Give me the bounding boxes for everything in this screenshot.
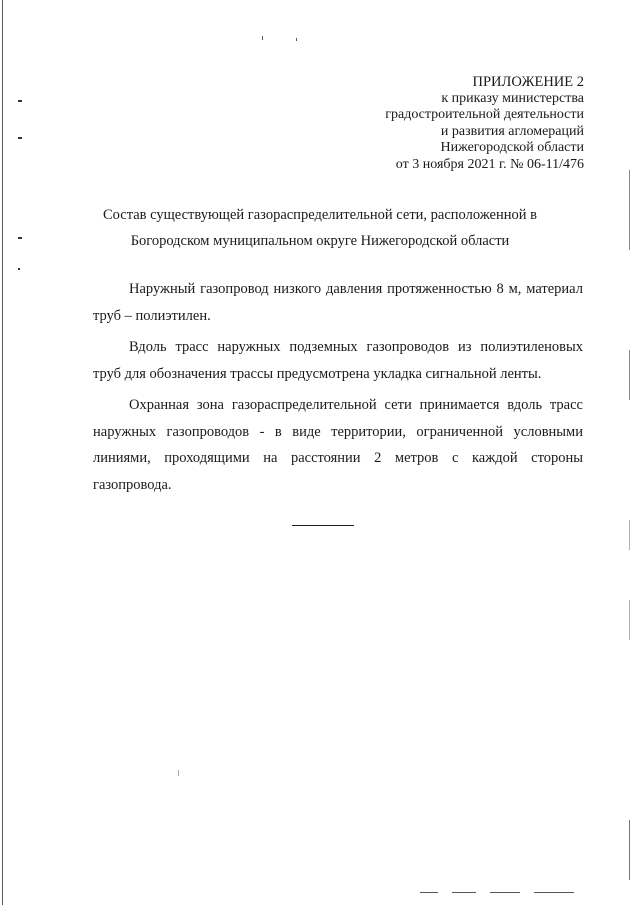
scan-edge-line xyxy=(534,892,574,893)
appendix-line: от 3 ноября 2021 г. № 06-11/476 xyxy=(395,156,584,172)
appendix-line: градостроительной деятельности xyxy=(385,107,584,123)
document-title xyxy=(40,202,600,254)
body-paragraph: Охранная зона газораспределительной сети принимается вдоль трасс наружных газопроводов - в виде территории, ограниченной условными линиями, проходящими на расстоянии 2 метров с каждой стороны газопровода. xyxy=(93,397,583,493)
closing-rule xyxy=(292,525,354,526)
scan-edge-line xyxy=(629,350,630,400)
scan-edge-line xyxy=(629,600,630,640)
body-paragraph: Вдоль трасс наружных подземных газопроводов из полиэтиленовых труб для обозначения трассы предусмотрена укладка сигнальной ленты. xyxy=(93,339,583,382)
appendix-block xyxy=(284,74,584,174)
body-paragraph: Наружный газопровод низкого давления протяженностью 8 м, материал труб – полиэтилен. xyxy=(93,281,583,324)
title-line: Состав существующей газораспределительной сети, расположенной в xyxy=(103,207,537,223)
scan-speck xyxy=(18,137,22,139)
document-body xyxy=(93,276,583,503)
scan-speck xyxy=(18,100,22,102)
scan-edge-line xyxy=(490,892,520,893)
appendix-line: к приказу министерства xyxy=(441,90,584,106)
appendix-line: и развития агломераций xyxy=(440,123,584,139)
scan-speck xyxy=(18,268,20,270)
scan-speck xyxy=(178,770,179,776)
scan-edge-line xyxy=(629,520,630,550)
scan-edge-line xyxy=(629,820,630,880)
title-line: Богородском муниципальном округе Нижегородской области xyxy=(130,233,510,249)
scan-edge-line xyxy=(629,170,630,250)
scan-edge-line xyxy=(452,892,476,893)
appendix-heading: ПРИЛОЖЕНИЕ 2 xyxy=(472,74,584,90)
appendix-line: Нижегородской области xyxy=(440,140,584,156)
scan-edge-line xyxy=(2,0,3,905)
scan-speck xyxy=(18,237,22,239)
scan-speck xyxy=(296,38,297,41)
scan-edge-line xyxy=(420,892,438,893)
scan-speck xyxy=(262,36,263,40)
